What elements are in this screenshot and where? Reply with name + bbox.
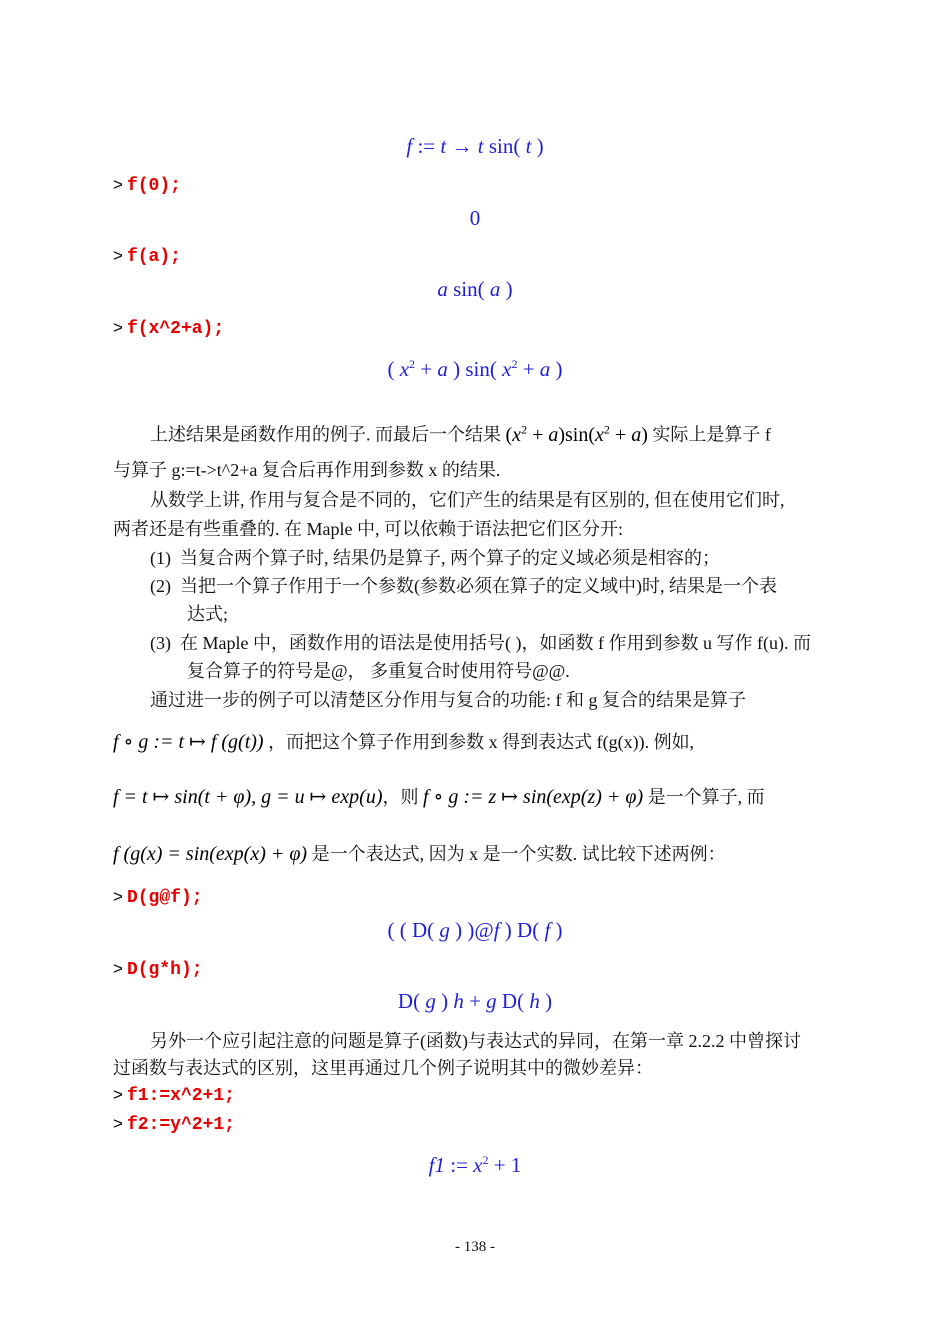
output-f-definition: f := t → t sin( t ) <box>406 134 544 158</box>
list-item-1: (1) 当复合两个算子时, 结果仍是算子, 两个算子的定义域必须是相容的； <box>150 548 720 568</box>
list-item-3: (3) 在 Maple 中，函数作用的语法是使用括号( )，如函数 f 作用到参数 u 写作 f(u). 而 <box>150 633 811 653</box>
list-number: (1) <box>150 548 171 568</box>
math-composition-def: f ∘ g := t ↦ f (g(t)) <box>113 731 264 753</box>
output-fa: a sin( a ) <box>437 277 513 301</box>
maple-prompt-dgh[interactable]: > D(g*h); <box>113 959 203 980</box>
list-number: (2) <box>150 576 171 596</box>
math-example-composition: f ∘ g := z ↦ sin(exp(z) + φ) <box>422 786 644 808</box>
maple-prompt-f0[interactable]: > f(0); <box>113 175 181 196</box>
command-fa: f(a); <box>126 247 181 267</box>
math-example-fg: f = t ↦ sin(t + φ), g = u ↦ exp(u) <box>113 786 383 808</box>
list-item-2: (2) 当把一个算子作用于一个参数(参数必须在算子的定义域中)时, 结果是一个表 <box>150 576 777 596</box>
output-dgf: ( ( D( g ) )@f ) D( f ) <box>387 918 563 942</box>
list-item-2-cont: 达式; <box>187 604 229 624</box>
paragraph-line-5: 通过进一步的例子可以清楚区分作用与复合的功能: f 和 g 复合的结果是算子 <box>150 690 746 710</box>
command-dgh: D(g*h); <box>126 960 203 980</box>
paragraph-line-4: 两者还是有些重叠的. 在 Maple 中, 可以依赖于语法把它们区分开: <box>113 519 623 539</box>
paragraph-line-8: f (g(x) = sin(exp(x) + φ) 是一个表达式, 因为 x 是一个实数. 试比较下述两例： <box>113 843 726 865</box>
command-fx: f(x^2+a); <box>126 319 225 339</box>
command-f2: f2:=y^2+1; <box>126 1115 235 1135</box>
paragraph-line-2: 与算子 g:=t->t^2+a 复合后再作用到参数 x 的结果. <box>113 460 501 480</box>
maple-prompt-fx[interactable]: > f(x^2+a); <box>113 318 225 339</box>
paragraph-line-3: 从数学上讲, 作用与复合是不同的，它们产生的结果是有区别的, 但在使用它们时, <box>150 490 785 510</box>
maple-prompt-dgf[interactable]: > D(g@f); <box>113 887 203 908</box>
command-f0: f(0); <box>126 176 181 196</box>
paragraph-line-7: f = t ↦ sin(t + φ), g = u ↦ exp(u)，则 f ∘ g := z ↦ sin(exp(z) + φ) 是一个算子, 而 <box>113 786 765 808</box>
math-composite-result: $(x^2 + a)\sin(x^2 + a)$ <box>505 422 648 446</box>
paragraph-line-1: 上述结果是函数作用的例子. 而最后一个结果 $(x^2 + a)\sin(x^2 + a)$ 实际上是算子 f <box>150 422 771 446</box>
output-f1: f1 := $x^2 + 1$ <box>428 1153 522 1177</box>
maple-prompt-f2[interactable]: > f2:=y^2+1; <box>113 1114 235 1135</box>
output-fx: ( $x^2 + a$ ) sin( $x^2 + a$ ) <box>387 357 563 381</box>
maple-prompt-fa[interactable]: > f(a); <box>113 246 181 267</box>
paragraph-line-6: f ∘ g := t ↦ f (g(t)) ，而把这个算子作用到参数 x 得到表达式 f(g(x)). 例如, <box>113 731 695 753</box>
maple-prompt-f1[interactable]: > f1:=x^2+1; <box>113 1085 235 1106</box>
output-f0: 0 <box>469 206 481 230</box>
paragraph-line-10: 过函数与表达式的区别，这里再通过几个例子说明其中的微妙差异： <box>113 1058 653 1078</box>
list-number: (3) <box>150 633 171 653</box>
command-f1: f1:=x^2+1; <box>126 1086 235 1106</box>
command-dgf: D(g@f); <box>126 888 203 908</box>
output-dgh: D( g ) h + g D( h ) <box>397 989 553 1013</box>
page-number: - 138 - <box>455 1239 495 1255</box>
paragraph-line-9: 另外一个应引起注意的问题是算子(函数)与表达式的异同，在第一章 2.2.2 中曾探讨 <box>150 1031 801 1051</box>
math-example-expression: f (g(x) = sin(exp(x) + φ) <box>113 843 308 865</box>
list-item-3-cont: 复合算子的符号是@， 多重复合时使用符号@@. <box>187 661 570 681</box>
